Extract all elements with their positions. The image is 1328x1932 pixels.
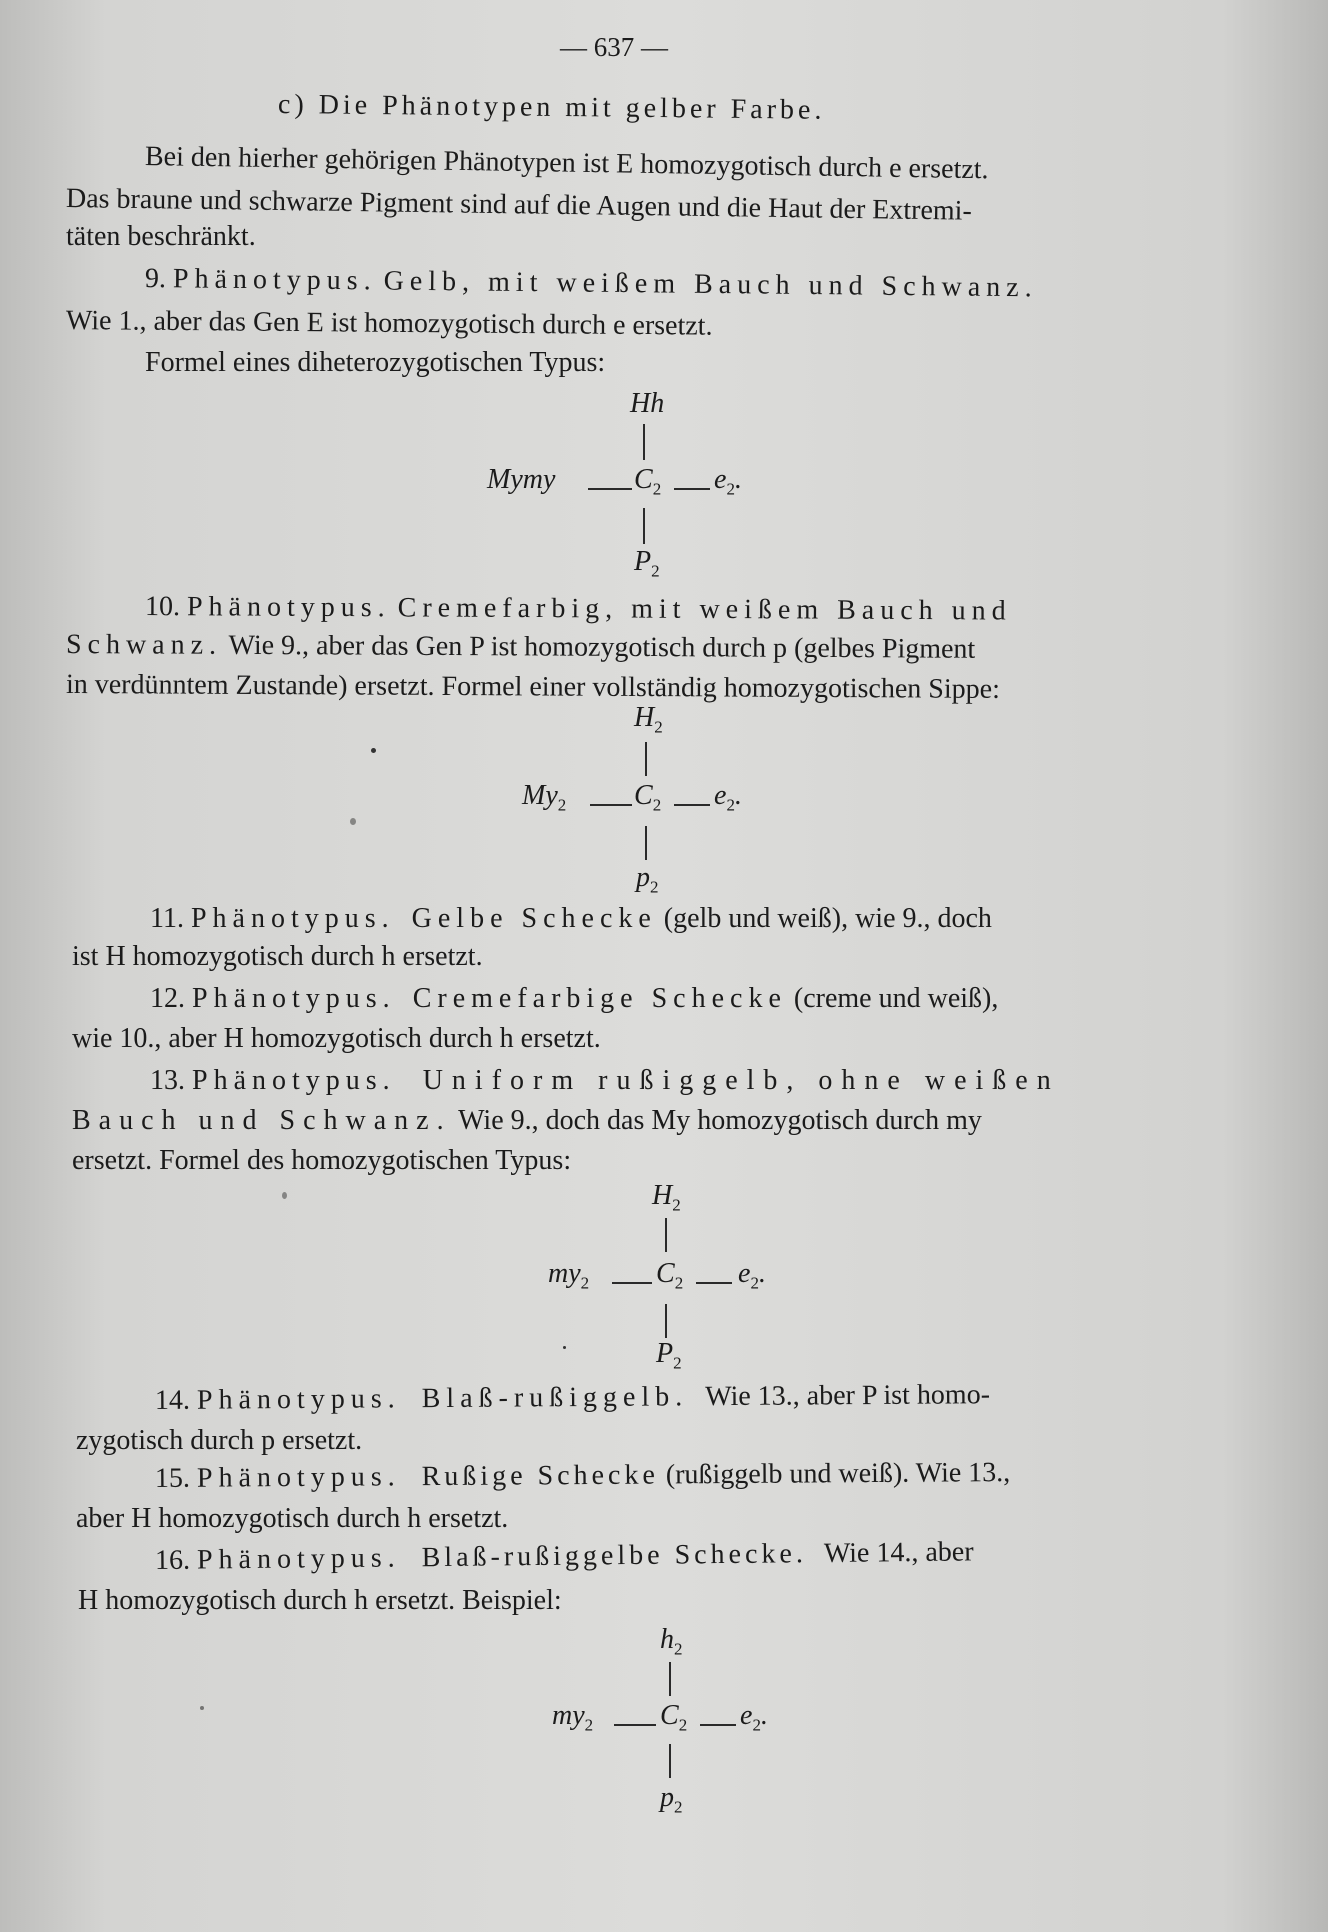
formula-3-left-sub: 2 [580, 1273, 590, 1293]
p16-rest: Wie 14., aber [823, 1536, 974, 1569]
formula-4-center-sub: 2 [678, 1715, 688, 1735]
formula-4-top-sub: 2 [674, 1639, 683, 1659]
p14-label: Phänotypus. [196, 1383, 401, 1416]
p13-title-a: Uniform rußiggelb, ohne weißen [422, 1065, 1060, 1096]
formula-4-center: C [660, 1700, 679, 1731]
p16-title: Blaß-rußiggelbe Schecke. [421, 1538, 808, 1574]
formula-2-bottom: p [636, 862, 650, 893]
p9-title: Gelb, mit weißem Bauch und Schwanz. [383, 265, 1038, 304]
scan-speck [200, 1706, 204, 1710]
formula-3-bond-up [665, 1218, 667, 1252]
formula-3-top: H [652, 1180, 673, 1211]
formula-4-bond-up [669, 1662, 671, 1696]
formula-1-bond-down [643, 508, 645, 544]
p13-heading-line [150, 1064, 1060, 1098]
formula-3-bond-left [612, 1282, 652, 1284]
p10-title-a: Cremefarbig, mit weißem Bauch und [397, 592, 1012, 627]
p10-label: Phänotypus. [186, 591, 391, 624]
formula-2-bottom-sub: 2 [650, 877, 659, 897]
formula-2-right: e [714, 780, 727, 811]
p14-title: Blaß-rußiggelb. [421, 1381, 689, 1415]
formula-4-left: my [552, 1700, 585, 1731]
p11-heading-line [150, 902, 992, 936]
formula-4-left-sub: 2 [584, 1715, 594, 1735]
p14-number: 14. [154, 1384, 191, 1416]
intro-line-1: Bei den hierher gehörigen Phänotypen ist E homozygotisch durch e ersetzt. [144, 141, 989, 186]
p12-rest: (creme und weiß), [793, 983, 999, 1014]
formula-4-top: h [660, 1624, 674, 1655]
p9-line-3: Formel eines diheterozygotischen Typus: [145, 347, 606, 378]
p9-number: 9. [144, 263, 167, 295]
formula-2-bond-up [645, 742, 647, 776]
formula-1-center: C [634, 464, 653, 495]
p12-title: Cremefarbige Schecke [412, 983, 787, 1014]
formula-4-right-sub: 2 [752, 1715, 761, 1735]
p14-rest: Wie 13., aber P ist homo- [705, 1379, 991, 1413]
p13-line-3: ersetzt. Formel des homozygotischen Typus: [72, 1145, 572, 1176]
scan-speck [563, 1346, 566, 1349]
p9-heading-line [145, 262, 1038, 305]
p16-line-2: H homozygotisch durch h ersetzt. Beispiel: [78, 1585, 562, 1616]
formula-3-bond-down [665, 1304, 667, 1338]
formula-3-left: my [548, 1258, 581, 1289]
p15-line-2: aber H homozygotisch durch h ersetzt. [76, 1503, 509, 1534]
formula-1-left: Mymy [487, 464, 556, 495]
scan-speck [282, 1192, 287, 1199]
p13-label: Phänotypus. [192, 1065, 396, 1096]
p11-number: 11. [150, 903, 184, 934]
p15-label: Phänotypus. [196, 1461, 401, 1494]
formula-1-center-sub: 2 [652, 479, 662, 499]
page-number: — 637 — [560, 32, 668, 62]
formula-2-bond-right [674, 804, 710, 806]
formula-1-right: e [714, 464, 727, 495]
formula-4-bottom-sub: 2 [674, 1797, 683, 1817]
p15-heading-line [155, 1456, 1010, 1496]
p12-heading-line [150, 982, 998, 1016]
formula-4-bond-right [700, 1724, 736, 1726]
formula-2-center: C [634, 780, 653, 811]
formula-3-bottom-sub: 2 [673, 1353, 682, 1373]
formula-3-center: C [656, 1258, 675, 1289]
section-heading: c) Die Phänotypen mit gelber Farbe. [277, 89, 826, 126]
p10-rest-b: Wie 9., aber das Gen P ist homozygotisch durch p (gelbes Pigment [228, 629, 976, 665]
intro-line-2: Das braune und schwarze Pigment sind auf die Augen und die Haut der Extremi- [65, 183, 972, 227]
p10-heading-line [145, 590, 1012, 629]
p11-rest: (gelb und weiß), wie 9., doch [663, 903, 992, 934]
formula-4-bond-left [614, 1724, 656, 1726]
formula-3-top-sub: 2 [672, 1195, 681, 1215]
formula-4-bottom: p [660, 1782, 674, 1813]
formula-2-center-sub: 2 [652, 795, 662, 815]
formula-2-left-sub: 2 [557, 795, 567, 815]
p12-line-2: wie 10., aber H homozygotisch durch h ersetzt. [72, 1023, 601, 1054]
intro-line-3: täten beschränkt. [66, 221, 256, 252]
p9-label: Phänotypus. [172, 263, 377, 297]
p14-heading-line [155, 1378, 990, 1418]
formula-2-top-sub: 2 [654, 717, 663, 737]
formula-3-bottom: P [656, 1338, 674, 1369]
formula-2-right-sub: 2 [726, 795, 735, 815]
formula-2-bond-down [645, 826, 647, 860]
p11-title: Gelbe Schecke [411, 903, 657, 934]
formula-1-right-sub: 2 [726, 479, 735, 499]
p14-line-2: zygotisch durch p ersetzt. [76, 1425, 363, 1456]
p10-line-2 [66, 628, 975, 667]
p13-line-2 [72, 1104, 982, 1138]
p10-line-3: in verdünntem Zustande) ersetzt. Formel einer vollständig homozygotischen Sippe: [65, 669, 1000, 705]
book-page: — 637 — c) Die Phänotypen mit gelber Farbe. Bei den hierher gehörigen Phänotypen ist E homozygotisch durch e ersetzt. Das braune und schwarze Pigment sind auf die Augen und die Haut der Extremi- täten beschränkt. 9. Phänotypus. Gelb, mit weißem Bauch und Schwanz. Wie 1., aber das Gen E ist homozygotisch durch e ersetzt. Formel eines diheterozygotischen Typus: Hh Mymy $C_2$ $e_2$. $P_2$ 10. Phänotypus. Cremefarbig, mit weißem Bauch und Schwanz. Wie 9., aber das Gen P ist homozygotisch durch p (gelbes Pigment in verdünntem Zustande) ersetzt. Formel einer vollständig homozygotischen Sippe: $H_2$ $My_2$ $C_2$ $e_2$. $p_2$ 11. Phänotypus. Gelbe Schecke (gelb und weiß), wie 9., doch ist H homozygotisch durch h ersetzt. 12. Phänotypus. Cremefarbige Schecke (creme und weiß), wie 10., aber H homozygotisch durch h ersetzt. 13. Phänotypus. Uniform rußiggelb, ohne weißen Bauch und Schwanz. Wie 9., doch das My homozygotisch durch my ersetzt. Formel des homozygotischen Typus: $H_2$ $my_2$ $C_2$ $e_2$. $P_2$ 14. Phänotypus. Blaß-rußiggelb. Wie 13., aber P ist homo- zygotisch durch p ersetzt. 15. Phänotypus. Rußige Schecke (rußiggelb und weiß). Wie 13., aber H homozygotisch durch h ersetzt. 16. Phänotypus. Blaß-rußiggelbe Schecke. Wie 14., aber H homozygotisch durch h ersetzt. Beispiel: $h_2$ $my_2$ $C_2$ $e_2$. $p_2$ [0, 0, 1328, 1932]
p15-number: 15. [154, 1462, 191, 1494]
p12-number: 12. [150, 983, 185, 1014]
formula-1-bond-left [588, 488, 632, 490]
formula-4-bond-down [669, 1744, 671, 1778]
p16-number: 16. [154, 1544, 191, 1576]
p15-rest: (rußiggelb und weiß). Wie 13., [665, 1457, 1011, 1491]
p16-heading-line [155, 1535, 974, 1578]
formula-1-bond-up [643, 424, 645, 460]
formula-3-center-sub: 2 [674, 1273, 684, 1293]
formula-3-right-sub: 2 [750, 1273, 759, 1293]
formula-1-bond-right [674, 488, 710, 490]
p13-rest-b: Wie 9., doch das My homozygotisch durch my [458, 1105, 982, 1136]
scan-speck [371, 748, 376, 753]
formula-2-left: My [522, 780, 558, 811]
scan-speck [350, 818, 356, 825]
formula-1-top: Hh [630, 388, 665, 419]
formula-3-bond-right [696, 1282, 732, 1284]
p15-title: Rußige Schecke [421, 1459, 659, 1493]
formula-3-right: e [738, 1258, 751, 1289]
formula-2-bond-left [590, 804, 632, 806]
p13-number: 13. [150, 1065, 185, 1096]
p13-title-b: Bauch und Schwanz. [72, 1105, 452, 1136]
p9-line-2: Wie 1., aber das Gen E ist homozygotisch durch e ersetzt. [65, 305, 713, 342]
p10-number: 10. [144, 591, 181, 623]
p12-label: Phänotypus. [192, 983, 396, 1014]
p10-title-b: Schwanz. [65, 629, 223, 661]
p16-label: Phänotypus. [196, 1542, 401, 1576]
p11-label: Phänotypus. [190, 903, 395, 934]
formula-1-bottom-sub: 2 [651, 561, 660, 581]
formula-4-right: e [740, 1700, 753, 1731]
formula-2-top: H [634, 702, 655, 733]
p11-line-2: ist H homozygotisch durch h ersetzt. [72, 941, 483, 972]
formula-1-bottom: P [634, 546, 652, 577]
